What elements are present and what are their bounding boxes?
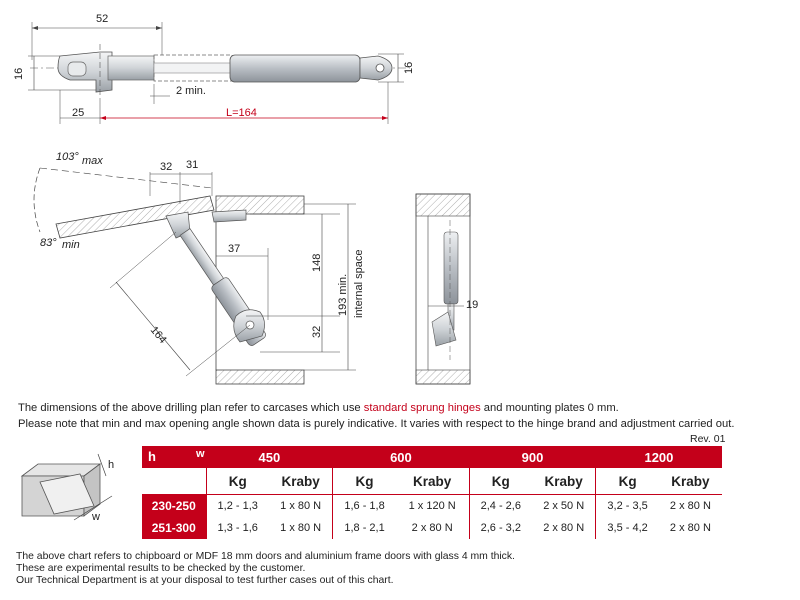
dim-16-left: 16 bbox=[13, 67, 25, 80]
corner-cell bbox=[142, 446, 206, 468]
cabinet-h-label: h bbox=[108, 459, 115, 471]
row-height-label: 251-300 bbox=[142, 517, 206, 539]
max-label: max bbox=[82, 155, 103, 167]
note-line-2: Please note that min and max opening angle shown data is purely indicative. It varies with respect to the hinge brand and adjustment carried out. bbox=[18, 418, 735, 430]
subheader-kg: Kg bbox=[596, 468, 659, 495]
subheader-kg: Kg bbox=[469, 468, 532, 495]
table-cell: 1 x 120 N bbox=[408, 500, 456, 512]
table-cell: 2 x 80 N bbox=[411, 522, 453, 534]
load-table bbox=[142, 446, 722, 539]
dim-2-min: 2 min. bbox=[176, 85, 206, 97]
table-cell: 1 x 80 N bbox=[280, 522, 322, 534]
min-angle: 83° bbox=[40, 237, 57, 249]
dim-52: 52 bbox=[96, 13, 109, 25]
table-cell: 1,6 - 1,8 bbox=[333, 495, 396, 518]
table-cell: 1,8 - 2,1 bbox=[333, 517, 396, 539]
footer-line-1: The above chart refers to chipboard or MDF 18 mm doors and aluminium frame doors with glass 4 mm thick. bbox=[16, 551, 515, 562]
dim-164-diagonal: 164 bbox=[147, 324, 169, 346]
subheader-kraby: Kraby bbox=[659, 468, 722, 495]
subheader-kg: Kg bbox=[206, 468, 269, 495]
max-angle: 103° bbox=[56, 151, 79, 163]
note-line-1 bbox=[18, 401, 619, 415]
table-cell: 2,6 - 3,2 bbox=[469, 517, 532, 539]
table-subheader-row bbox=[142, 468, 722, 495]
dim-37: 37 bbox=[228, 243, 241, 255]
dim-32-bottom: 32 bbox=[311, 325, 323, 338]
front-view-drawing bbox=[416, 194, 470, 384]
dim-32-top: 32 bbox=[160, 161, 173, 173]
width-1200: 1200 bbox=[596, 446, 722, 468]
table-cell: 2 x 80 N bbox=[543, 522, 585, 534]
dim-19: 19 bbox=[466, 299, 479, 311]
side-view-drawing bbox=[34, 168, 356, 384]
dim-25: 25 bbox=[72, 107, 85, 119]
gas-spring-top-view bbox=[28, 22, 410, 124]
table-row bbox=[142, 517, 722, 539]
table-cell: 3,5 - 4,2 bbox=[596, 517, 659, 539]
dim-L-164: L=164 bbox=[226, 107, 257, 119]
table-cell: 1,3 - 1,6 bbox=[206, 517, 269, 539]
subheader-empty bbox=[142, 468, 206, 495]
subheader-kg: Kg bbox=[333, 468, 396, 495]
note-line-1-start: The dimensions of the above drilling plan refer to carcases which use bbox=[18, 402, 364, 414]
min-label: min bbox=[62, 239, 80, 251]
table-row bbox=[142, 495, 722, 518]
subheader-kraby: Kraby bbox=[269, 468, 333, 495]
footer-line-2: These are experimental results to be checked by the customer. bbox=[16, 563, 306, 574]
footer-line-3: Our Technical Department is at your disposal to test further cases out of this chart. bbox=[16, 575, 394, 586]
revision-label: Rev. 01 bbox=[690, 433, 726, 445]
note-line-1-end: and mounting plates 0 mm. bbox=[480, 402, 619, 414]
row-height-label: 230-250 bbox=[142, 495, 206, 518]
dim-148: 148 bbox=[311, 253, 323, 272]
width-600: 600 bbox=[333, 446, 469, 468]
dim-16-right: 16 bbox=[403, 61, 415, 74]
table-header-row bbox=[142, 446, 722, 468]
subheader-kraby: Kraby bbox=[532, 468, 596, 495]
dim-193-min: 193 min. bbox=[337, 273, 349, 316]
corner-h: h bbox=[148, 449, 156, 464]
table-cell: 2 x 80 N bbox=[669, 522, 711, 534]
width-450: 450 bbox=[206, 446, 333, 468]
standard-hinges-highlight: standard sprung hinges bbox=[363, 402, 481, 414]
dim-31: 31 bbox=[186, 159, 199, 171]
table-cell: 2 x 50 N bbox=[543, 500, 585, 512]
table-cell: 3,2 - 3,5 bbox=[596, 495, 659, 518]
internal-space-label: internal space bbox=[353, 249, 365, 318]
table-cell: 1,2 - 1,3 bbox=[206, 495, 269, 518]
table-cell: 1 x 80 N bbox=[280, 500, 322, 512]
corner-w: w bbox=[196, 448, 205, 460]
table-cell: 2,4 - 2,6 bbox=[469, 495, 532, 518]
subheader-kraby: Kraby bbox=[396, 468, 469, 495]
table-cell: 2 x 80 N bbox=[669, 500, 711, 512]
cabinet-w-label: w bbox=[92, 511, 100, 523]
width-900: 900 bbox=[469, 446, 596, 468]
